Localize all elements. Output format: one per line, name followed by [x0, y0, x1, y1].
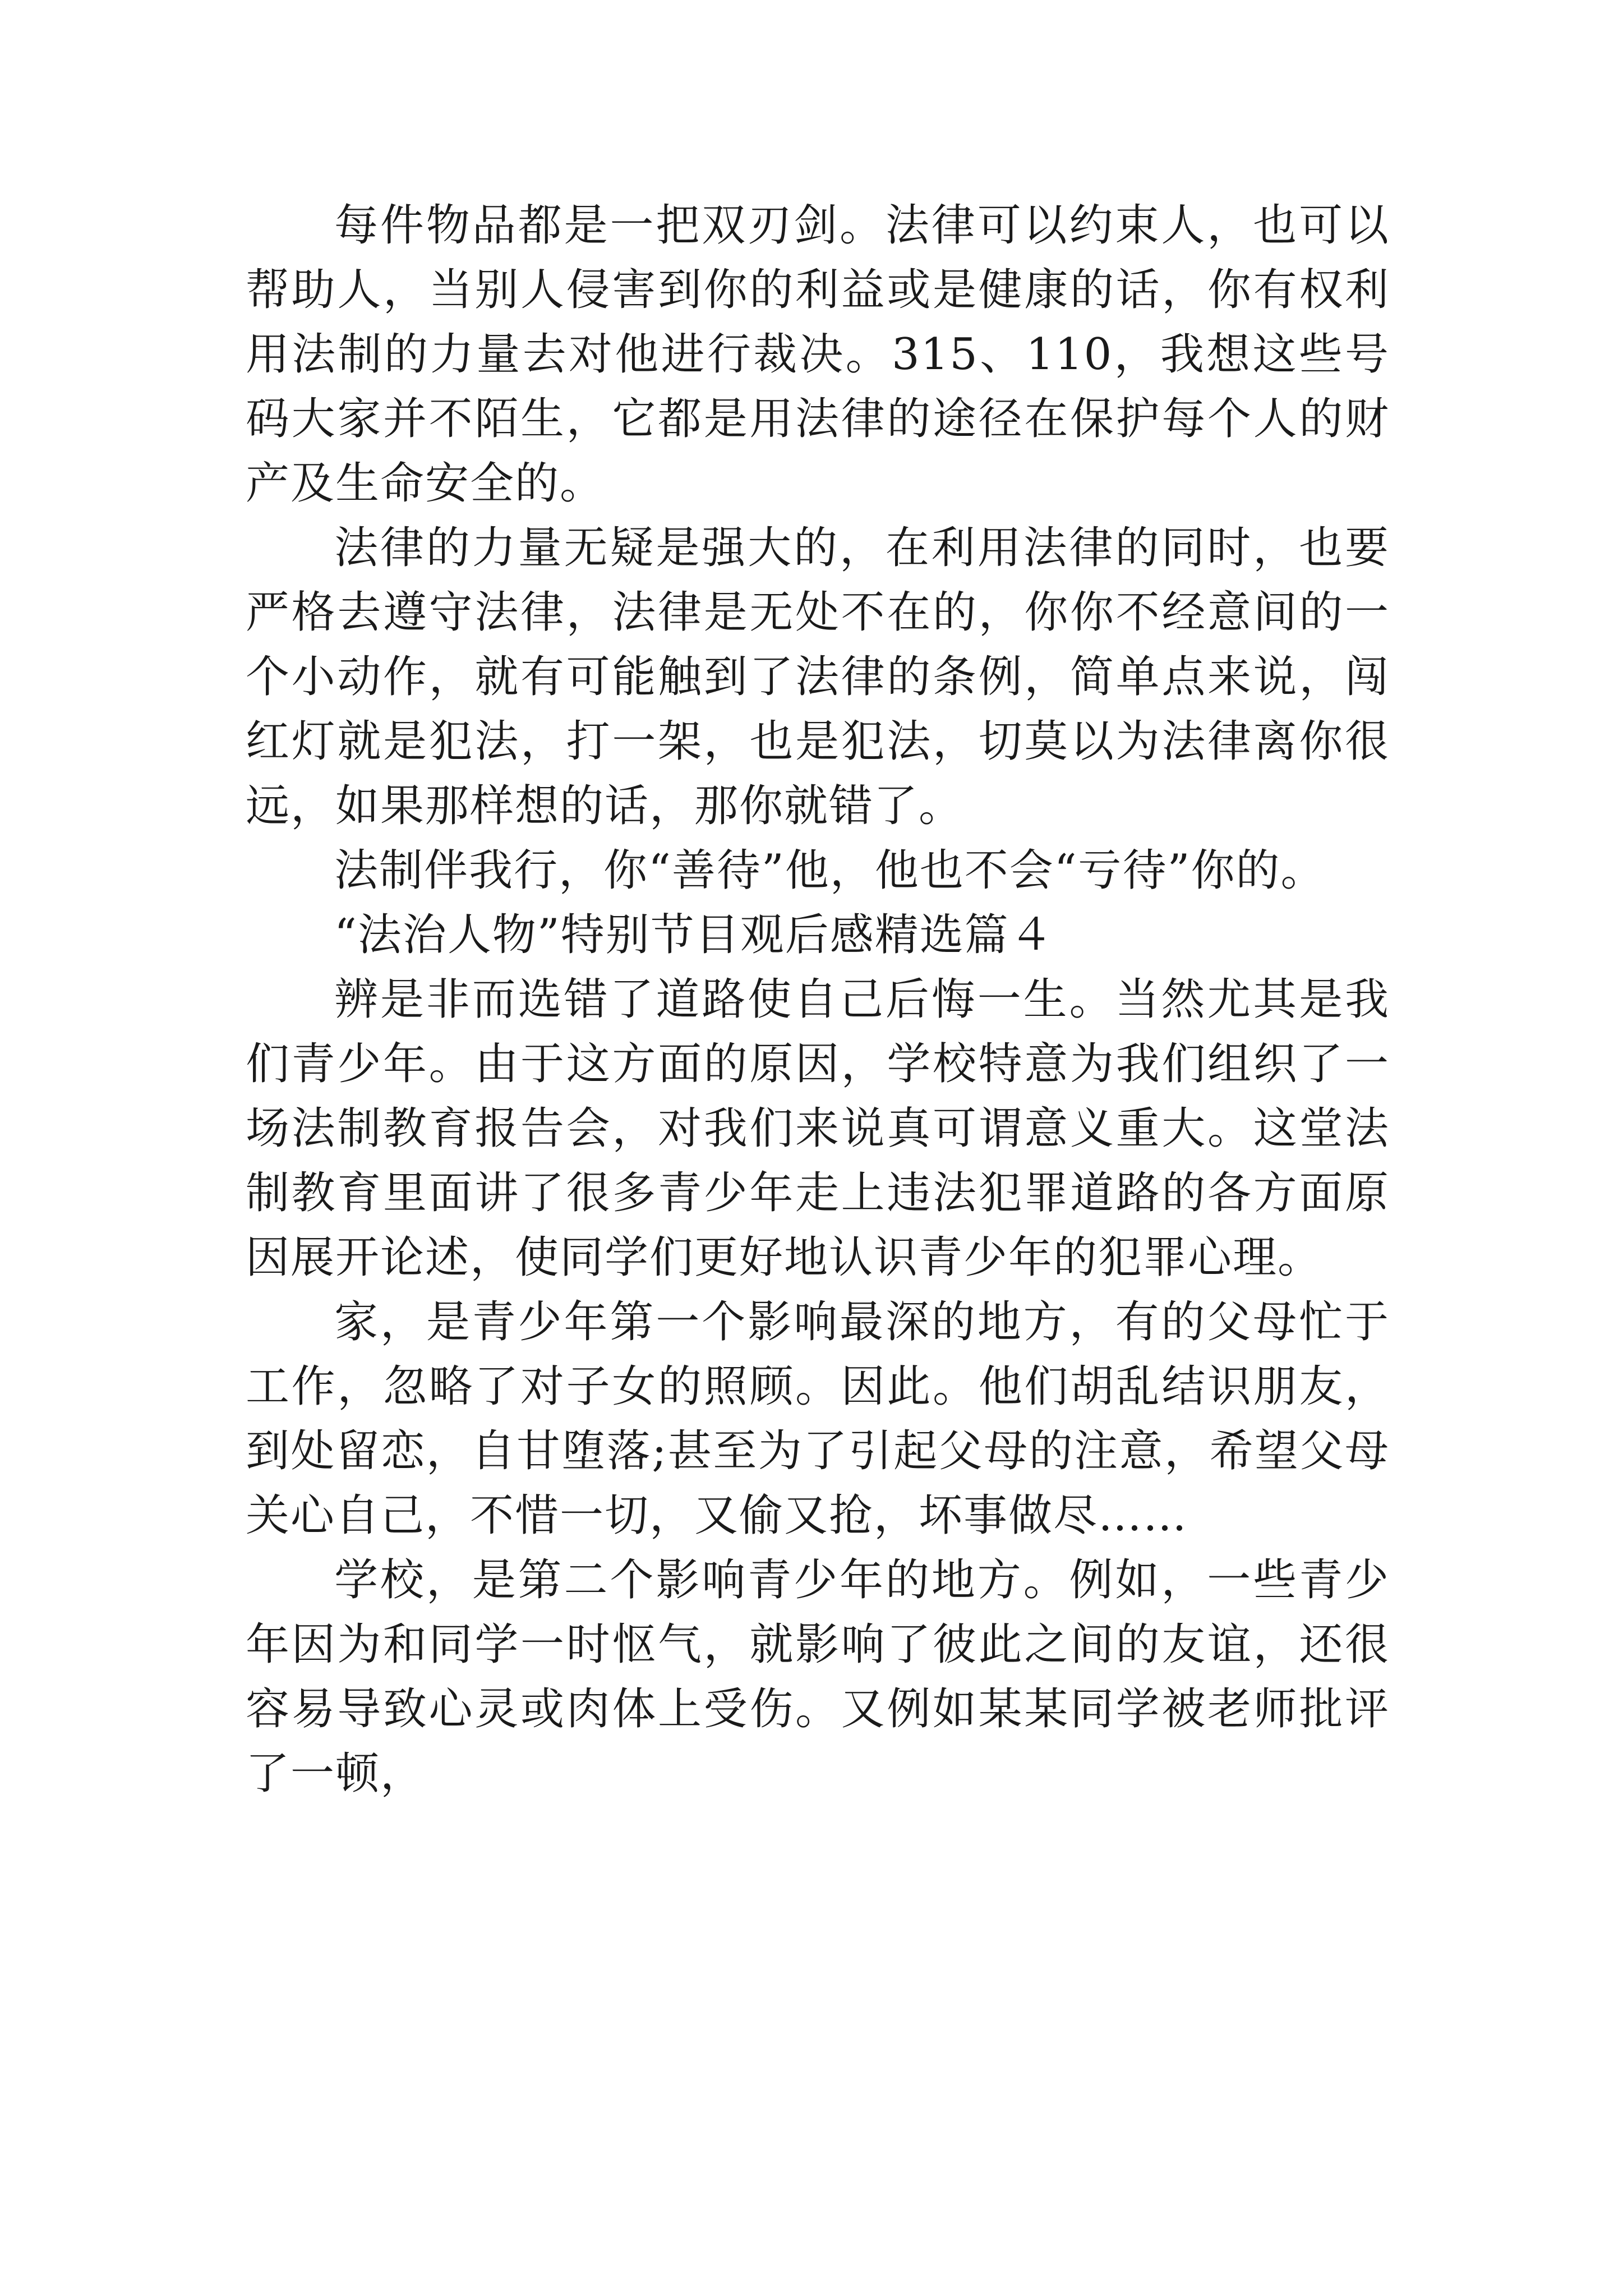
document-body	[246, 194, 1390, 1806]
paragraph-law-with-me: 法制伴我行，你“善待”他，他也不会“亏待”你的。	[334, 845, 1326, 896]
section-heading: “法治人物”特别节目观后感精选篇４	[334, 910, 1054, 960]
paragraph-right-and-wrong: 辨是非而选错了道路使自己后悔一生。当然尤其是我们青少年。由于这方面的原因，学校特意为我们组织了一场法制教育报告会，对我们来说真可谓意义重大。这堂法制教育里面讲了很多青少年走上违法犯罪道路的各方面原因展开论述，使同学们更好地认识青少年的犯罪心理。	[246, 974, 1390, 1283]
paragraph-double-edged-sword: 每件物品都是一把双刃剑。法律可以约束人，也可以帮助人，当别人侵害到你的利益或是健康的话，你有权利用法制的力量去对他进行裁决。315、110，我想这些号码大家并不陌生，它都是用法律的途径在保护每个人的财产及生命安全的。	[246, 200, 1390, 509]
paragraph-power-of-law: 法律的力量无疑是强大的，在利用法律的同时，也要严格去遵守法律，法律是无处不在的，你你不经意间的一个小动作，就有可能触到了法律的条例，简单点来说，闯红灯就是犯法，打一架，也是犯法，切莫以为法律离你很远，如果那样想的话，那你就错了。	[246, 523, 1390, 831]
paragraph-family: 家，是青少年第一个影响最深的地方，有的父母忙于工作，忽略了对子女的照顾。因此。他们胡乱结识朋友，到处留恋，自甘堕落;甚至为了引起父母的注意，希望父母关心自己，不惜一切，又偷又抢，坏事做尽……	[246, 1297, 1390, 1541]
paragraph-school: 学校，是第二个影响青少年的地方。例如，一些青少年因为和同学一时怄气，就影响了彼此之间的友谊，还很容易导致心灵或肉体上受伤。又例如某某同学被老师批评了一顿，	[246, 1555, 1390, 1799]
